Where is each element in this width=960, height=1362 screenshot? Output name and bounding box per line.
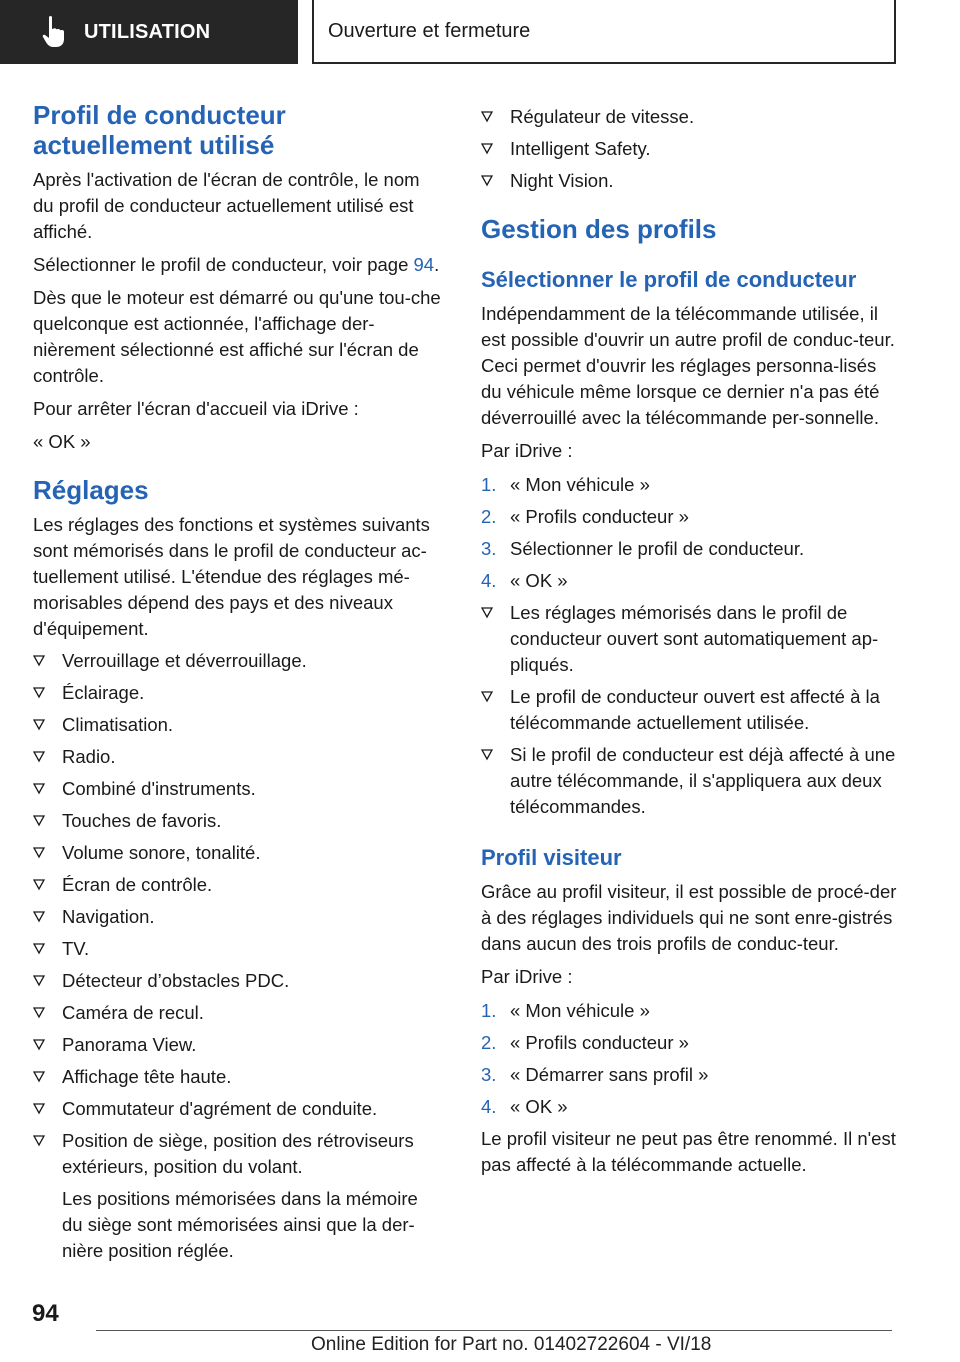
paragraph: Par iDrive : (481, 440, 573, 461)
list-item: Si le profil de conducteur est déjà affecté à une autre télécommande, il s'appliquera aux deux télécommandes. (481, 742, 901, 820)
triangle-bullet-icon (33, 911, 45, 923)
list-item: Volume sonore, tonalité. (33, 840, 443, 866)
triangle-bullet-icon (33, 1103, 45, 1115)
steps-list (481, 472, 901, 594)
triangle-bullet-icon (33, 975, 45, 987)
list-item: Position de siège, position des rétroviseurs extérieurs, position du volant. Les positions mémorisées dans la mémoire du siège sont mémorisées ainsi que la der‐nière position réglée. (33, 1128, 443, 1264)
step-item: 4. « OK » (481, 1096, 568, 1117)
paragraph: Grâce au profil visiteur, il est possible de procé‐der à des réglages individuels qui ne sont enre‐gistrés dans aucun des trois profils de conduc‐teur. (481, 881, 897, 954)
list-item: Commutateur d'agrément de conduite. (33, 1096, 443, 1122)
triangle-bullet-icon (33, 1039, 45, 1051)
paragraph: Dès que le moteur est démarré ou qu'une tou‐che quelconque est actionnée, l'affichage der‐nièrement sélectionné est affiché sur l'écran de contrôle. (33, 287, 441, 386)
left-column (33, 100, 443, 1270)
hand-pointer-icon (40, 15, 68, 49)
list-item: Affichage tête haute. (33, 1064, 443, 1090)
triangle-bullet-icon (33, 1007, 45, 1019)
step-item: 2. « Profils conducteur » (481, 506, 689, 527)
list-item: Verrouillage et déverrouillage. (33, 648, 443, 674)
triangle-bullet-icon (33, 783, 45, 795)
triangle-bullet-icon (33, 1135, 45, 1147)
triangle-bullet-icon (481, 111, 493, 123)
step-item: 3. « Démarrer sans profil » (481, 1064, 709, 1085)
triangle-bullet-icon (33, 815, 45, 827)
notes-list (481, 600, 901, 820)
paragraph: Les réglages des fonctions et systèmes suivants sont mémorisés dans le profil de conducteur ac‐tuellement utilisé. L'étendue des réglages mé‐morisables dépend des pays et des niveaux d'équipement. (33, 514, 430, 639)
step-item: 1. « Mon véhicule » (481, 1000, 650, 1021)
paragraph: Par iDrive : (481, 966, 573, 987)
right-column (481, 104, 901, 1178)
list-item: Night Vision. (481, 168, 901, 194)
list-item: Navigation. (33, 904, 443, 930)
list-item: TV. (33, 936, 443, 962)
triangle-bullet-icon (481, 143, 493, 155)
list-item: Panorama View. (33, 1032, 443, 1058)
footer-divider (96, 1330, 892, 1331)
list-item: Touches de favoris. (33, 808, 443, 834)
list-item: Les réglages mémorisés dans le profil de conducteur ouvert sont automatiquement ap‐pliqués. (481, 600, 901, 678)
triangle-bullet-icon (33, 943, 45, 955)
heading-guest-profile: Profil visiteur (481, 845, 622, 870)
step-item: 3. Sélectionner le profil de conducteur. (481, 538, 805, 559)
heading-current-profile: Profil de conducteur actuellement utilisé (33, 100, 286, 160)
settings-list-continued (481, 104, 901, 194)
page-number: 94 (32, 1300, 59, 1327)
settings-list (33, 648, 443, 1264)
paragraph: Indépendamment de la télécommande utilisée, il est possible d'ouvrir un autre profil de conduc‐teur. Ceci permet d'ouvrir les réglages personna‐lisés du véhicule même lorsque ce dernier n'a pas été déverrouillé avec la télécommande per‐sonnelle. (481, 303, 895, 428)
triangle-bullet-icon (33, 655, 45, 667)
paragraph: Sélectionner le profil de conducteur, voir page 94. (33, 254, 440, 275)
triangle-bullet-icon (33, 751, 45, 763)
triangle-bullet-icon (481, 175, 493, 187)
list-item-continuation: Les positions mémorisées dans la mémoire du siège sont mémorisées ainsi que la der‐nière position réglée. (62, 1188, 418, 1261)
list-item: Éclairage. (33, 680, 443, 706)
heading-reglages: Réglages (33, 475, 149, 505)
section-header (0, 0, 298, 64)
heading-select-profile: Sélectionner le profil de conducteur (481, 267, 857, 292)
page-link[interactable]: 94 (413, 254, 435, 275)
section-title: UTILISATION (84, 20, 211, 43)
footer-edition: Online Edition for Part no. 01402722604 - VI/18 (311, 1334, 712, 1355)
list-item: Climatisation. (33, 712, 443, 738)
triangle-bullet-icon (33, 879, 45, 891)
list-item: Caméra de recul. (33, 1000, 443, 1026)
step-item: 4. « OK » (481, 570, 568, 591)
step-item: 2. « Profils conducteur » (481, 1032, 689, 1053)
step-item: 1. « Mon véhicule » (481, 474, 650, 495)
paragraph: « OK » (33, 431, 91, 452)
paragraph: Le profil visiteur ne peut pas être renommé. Il n'est pas affecté à la télécommande actuelle. (481, 1128, 896, 1175)
list-item: Combiné d'instruments. (33, 776, 443, 802)
triangle-bullet-icon (481, 691, 493, 703)
paragraph: Pour arrêter l'écran d'accueil via iDrive : (33, 398, 359, 419)
paragraph: Après l'activation de l'écran de contrôle, le nom du profil de conducteur actuellement utilisé est affiché. (33, 169, 420, 242)
list-item: Radio. (33, 744, 443, 770)
triangle-bullet-icon (33, 687, 45, 699)
triangle-bullet-icon (33, 719, 45, 731)
steps-list-guest (481, 998, 901, 1120)
list-item: Intelligent Safety. (481, 136, 901, 162)
subsection-title: Ouverture et fermeture (328, 19, 531, 42)
list-item: Le profil de conducteur ouvert est affecté à la télécommande actuellement utilisée. (481, 684, 901, 736)
subsection-header (312, 0, 896, 64)
heading-gestion: Gestion des profils (481, 214, 717, 244)
triangle-bullet-icon (33, 847, 45, 859)
triangle-bullet-icon (481, 749, 493, 761)
triangle-bullet-icon (481, 607, 493, 619)
triangle-bullet-icon (33, 1071, 45, 1083)
list-item: Régulateur de vitesse. (481, 104, 901, 130)
list-item: Écran de contrôle. (33, 872, 443, 898)
list-item: Détecteur d’obstacles PDC. (33, 968, 443, 994)
